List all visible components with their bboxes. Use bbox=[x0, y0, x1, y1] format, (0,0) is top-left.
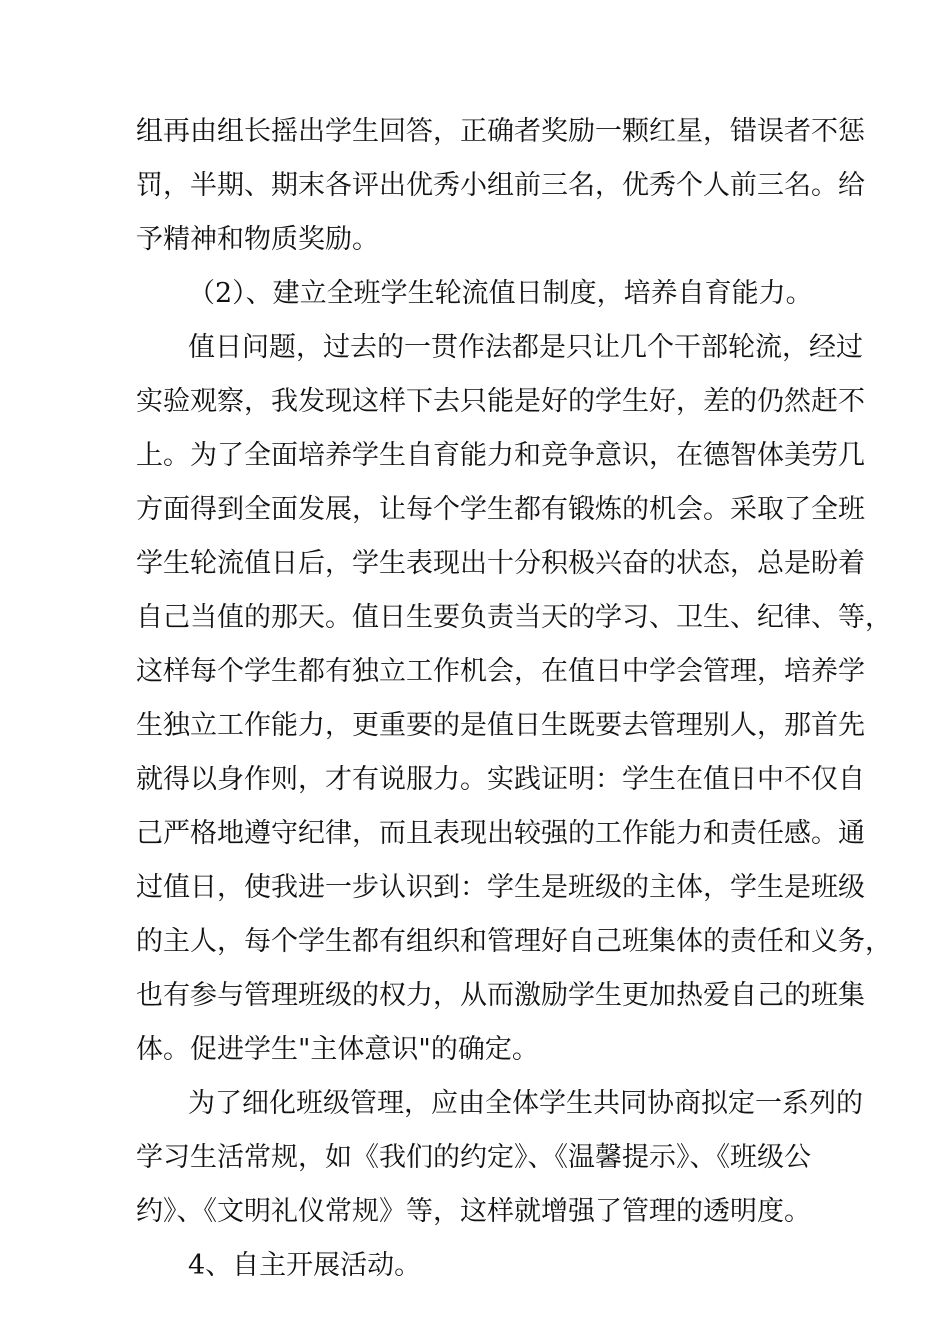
text-line: 这样每个学生都有独立工作机会，在值日中学会管理，培养学 bbox=[136, 656, 865, 687]
subheading-line: （2）、建立全班学生轮流值日制度，培养自育能力。 bbox=[188, 278, 813, 309]
text-line: 予精神和物质奖励。 bbox=[136, 224, 379, 255]
text-line: 也有参与管理班级的权力，从而激励学生更加热爱自己的班集 bbox=[136, 980, 865, 1011]
text-line: 己严格地遵守纪律，而且表现出较强的工作能力和责任感。通 bbox=[136, 818, 865, 849]
text-line: 上。为了全面培养学生自育能力和竞争意识，在德智体美劳几 bbox=[136, 440, 865, 471]
text-line: 过值日，使我进一步认识到：学生是班级的主体，学生是班级 bbox=[136, 872, 865, 903]
text-line: 罚，半期、期末各评出优秀小组前三名，优秀个人前三名。给 bbox=[136, 170, 865, 201]
text-line: 方面得到全面发展，让每个学生都有锻炼的机会。采取了全班 bbox=[136, 494, 865, 525]
text-line: 值日问题，过去的一贯作法都是只让几个干部轮流，经过 bbox=[188, 332, 863, 363]
text-line: 学生轮流值日后，学生表现出十分积极兴奋的状态，总是盼着 bbox=[136, 548, 865, 579]
text-line: 就得以身作则，才有说服力。实践证明：学生在值日中不仅自 bbox=[136, 764, 865, 795]
text-line: 生独立工作能力，更重要的是值日生既要去管理别人，那首先 bbox=[136, 710, 865, 741]
text-line: 约》、《文明礼仪常规》等，这样就增强了管理的透明度。 bbox=[136, 1196, 811, 1227]
text-line: 自己当值的那天。值日生要负责当天的学习、卫生、纪律、等， bbox=[136, 602, 892, 633]
text-line: 为了细化班级管理，应由全体学生共同协商拟定一系列的 bbox=[188, 1088, 863, 1119]
text-line: 组再由组长摇出学生回答，正确者奖励一颗红星，错误者不惩 bbox=[136, 116, 865, 147]
text-line: 实验观察，我发现这样下去只能是好的学生好，差的仍然赶不 bbox=[136, 386, 865, 417]
text-line: 的主人，每个学生都有组织和管理好自己班集体的责任和义务， bbox=[136, 926, 892, 957]
text-line: 学习生活常规，如《我们的约定》、《温馨提示》、《班级公 bbox=[136, 1142, 811, 1173]
section-heading: 4、自主开展活动。 bbox=[188, 1250, 422, 1281]
text-line: 体。促进学生"主体意识"的确定。 bbox=[136, 1034, 539, 1065]
